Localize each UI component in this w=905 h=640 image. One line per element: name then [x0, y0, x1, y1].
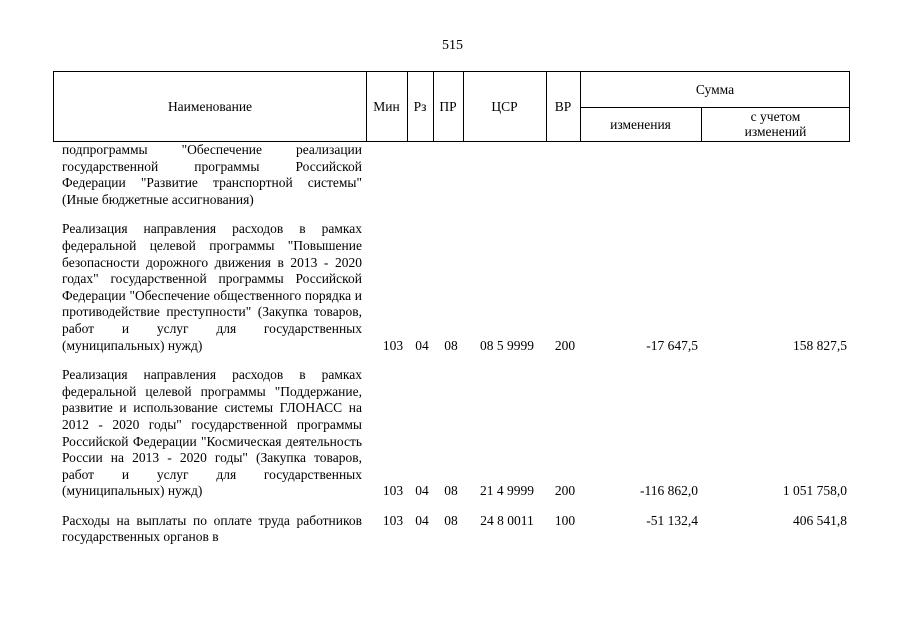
- page-number: 515: [442, 38, 463, 53]
- row-min: 103: [382, 337, 404, 353]
- row-rz: 04: [415, 512, 429, 528]
- table-row: [0, 142, 905, 208]
- header-with-changes: [701, 107, 850, 141]
- header-csr: ЦСР: [491, 99, 518, 114]
- row-name: Реализация направления расходов в рамках федеральной целевой программы "Поддержание, развитие и использование системы ГЛОНАСС на 2012 - 2020 годы" государственной программы Российской Федерации "Космическая деятельность России на 2013 - 2020 годы" (Закупка товаров, работ и услуг для государственных (муниципальных) нужд): [62, 367, 362, 499]
- row-csr: 21 4 9999: [480, 483, 534, 499]
- row-total: 158 827,5: [793, 337, 847, 353]
- row-min: 103: [382, 512, 404, 528]
- row-vr: 200: [554, 483, 576, 499]
- table-header: [53, 71, 850, 142]
- row-total: 406 541,8: [793, 512, 847, 528]
- row-vr: 200: [554, 337, 576, 353]
- row-change: -51 132,4: [646, 512, 698, 528]
- header-name: Наименование: [167, 99, 253, 114]
- header-vr: ВР: [554, 99, 572, 114]
- row-rz: 04: [415, 337, 429, 353]
- row-vr: 100: [554, 512, 576, 528]
- row-change: -116 862,0: [640, 483, 698, 499]
- header-with-changes-line2: изменений: [744, 124, 807, 139]
- row-pr: 08: [444, 512, 458, 528]
- header-changes: изменения: [610, 116, 671, 132]
- row-csr: 24 8 0011: [480, 512, 534, 528]
- table-row: [0, 367, 905, 500]
- header-pr: ПР: [439, 99, 457, 114]
- row-csr: 08 5 9999: [480, 337, 534, 353]
- row-rz: 04: [415, 483, 429, 499]
- row-name: Расходы на выплаты по оплате труда работников государственных органов в: [62, 512, 362, 545]
- header-rz: Рз: [413, 99, 427, 114]
- table-body: [0, 142, 905, 546]
- header-with-changes-line1: с учетом: [750, 109, 801, 124]
- row-change: -17 647,5: [646, 337, 698, 353]
- row-name: Реализация направления расходов в рамках федеральной целевой программы "Повышение безопасности дорожного движения в 2013 - 2020 годах" государственной программы Российской Федерации "Обеспечение общественного порядка и противодействие преступности" (Закупка товаров, работ и услуг для государственных (муниципальных) нужд): [62, 221, 362, 353]
- row-pr: 08: [444, 483, 458, 499]
- table-row: [0, 221, 905, 354]
- row-name: подпрограммы "Обеспечение реализации государственной программы Российской Федерации "Развитие транспортной системы" (Иные бюджетные ассигнования): [62, 142, 362, 207]
- header-min: Мин: [373, 99, 400, 114]
- row-total: 1 051 758,0: [782, 483, 847, 499]
- header-summa: Сумма: [695, 82, 735, 97]
- row-min: 103: [382, 483, 404, 499]
- row-pr: 08: [444, 337, 458, 353]
- table-row: [0, 513, 905, 546]
